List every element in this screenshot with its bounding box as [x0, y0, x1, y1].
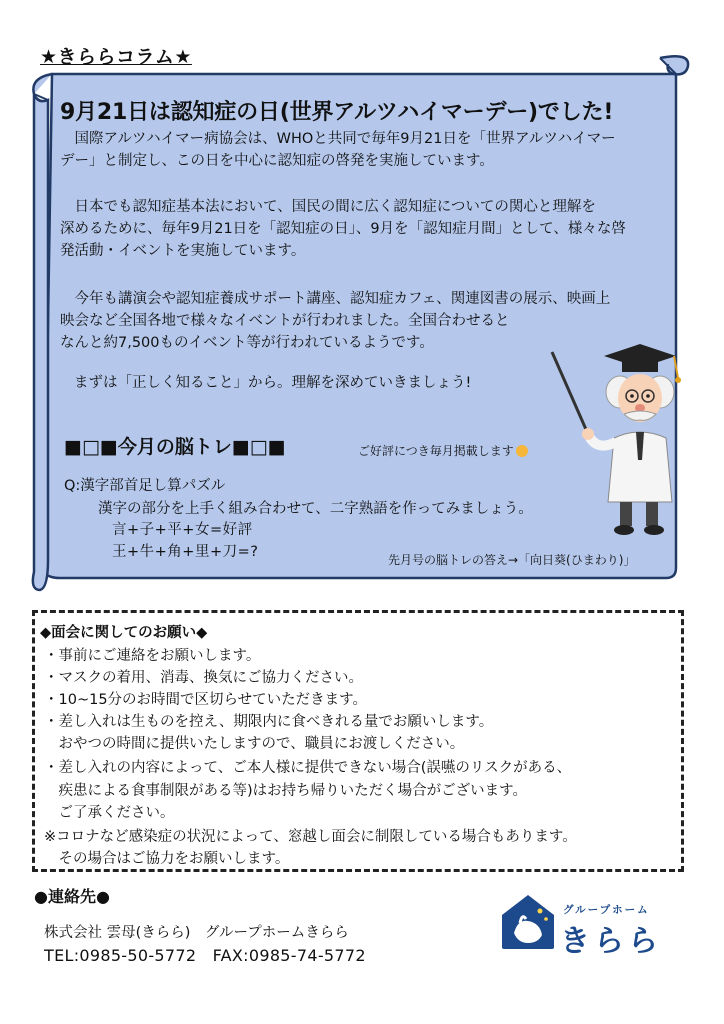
notice-line: ・マスクの着用、消毒、換気にご協力ください。	[44, 670, 363, 686]
article-paragraph: 日本でも認知症基本法において、国民の間に広く認知症についての関心と理解を 深めるために、毎年9月21日を「認知症の日」、9月を「認知症月間」として、様々な啓 発活動・イベントを実施しています。	[60, 199, 626, 259]
logo-subtitle: グループホーム	[563, 904, 650, 916]
logo-hand-icon	[500, 893, 556, 951]
professor-illustration	[548, 342, 688, 537]
smiley-icon	[516, 445, 528, 457]
notice-line: その場合はご協力をお願いします。	[44, 851, 290, 867]
quiz-instruction: 漢字の部分を上手く組み合わせて、二字熟語を作ってみましょう。	[98, 501, 533, 517]
notice-line: ・差し入れの内容によって、ご本人様に提供できない場合(誤嚥のリスクがある、	[44, 760, 572, 776]
tel-fax: TEL:0985-50-5772 FAX:0985-74-5772	[44, 946, 366, 965]
quiz-example: 言+子+平+女=好評	[112, 522, 253, 538]
notice-title: ◆面会に関してのお願い◆	[40, 625, 208, 641]
notice-line: おやつの時間に提供いたしますので、職員にお渡しください。	[44, 736, 465, 752]
contact-heading: ●連絡先●	[34, 887, 110, 906]
notice-line: ※コロナなど感染症の状況によって、窓越し面会に制限している場合もあります。	[44, 829, 577, 845]
notice-line: ・差し入れは生ものを控え、期限内に食べきれる量でお願いします。	[44, 714, 494, 730]
logo-name: きらら	[560, 924, 662, 959]
notice-line: 疾患による食事制限がある等)はお持ち帰りいただく場合がございます。	[44, 783, 527, 799]
notice-line: ・事前にご連絡をお願いします。	[44, 648, 261, 664]
quiz-problem: 王+牛+角+里+刀=?	[112, 544, 259, 560]
article-paragraph: まずは「正しく知ること」から。理解を深めていきましょう!	[74, 375, 472, 391]
previous-answer: 先月号の脳トレの答え→「向日葵(ひまわり)」	[388, 553, 636, 567]
notice-line: ・10~15分のお時間で区切らせていただきます。	[44, 692, 367, 708]
brain-training-note	[358, 442, 528, 459]
brain-training-note-text: ご好評につき毎月掲載します	[358, 444, 514, 458]
article-paragraph: 国際アルツハイマー病協会は、WHOと共同で毎年9月21日を「世界アルツハイマー デー」と制定し、この日を中心に認知症の啓発を実施しています。	[60, 131, 616, 169]
brain-training-title: ■□■今月の脳トレ■□■	[64, 436, 286, 458]
article-paragraph: 今年も講演会や認知症養成サポート講座、認知症カフェ、関連図書の展示、映画上 映会など全国各地で様々なイベントが行われました。全国合わせると なんと約7,500ものイベント等が行われているようです。	[60, 291, 611, 351]
company-name: 株式会社 雲母(きらら) グループホームきらら	[44, 925, 349, 941]
column-heading: ★きららコラム★	[40, 46, 192, 68]
notice-line: ご了承ください。	[44, 805, 175, 821]
article-title: 9月21日は認知症の日(世界アルツハイマーデー)でした!	[60, 100, 614, 125]
quiz-question: Q:漢字部首足し算パズル	[64, 478, 226, 494]
